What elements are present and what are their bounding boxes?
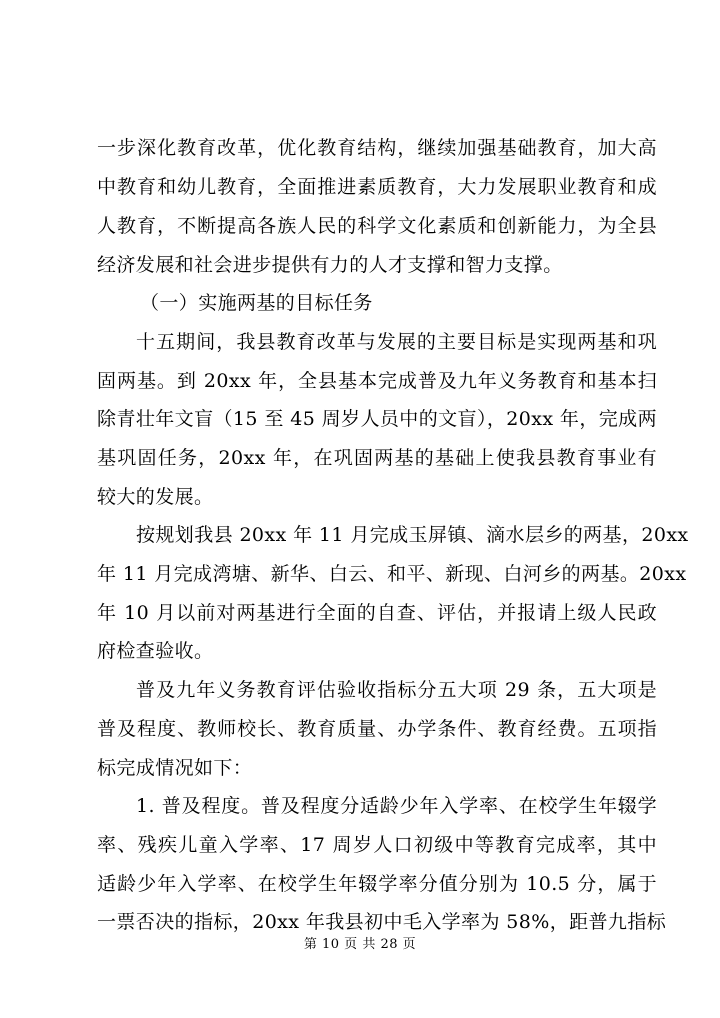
- paragraph-line: 较大的发展。: [97, 486, 214, 508]
- paragraph-line: 中教育和幼儿教育，全面推进素质教育，大力发展职业教育和成: [97, 176, 657, 198]
- paragraph-line: 十五期间，我县教育改革与发展的主要目标是实现两基和巩: [136, 331, 657, 353]
- paragraph-line: 人教育，不断提高各族人民的科学文化素质和创新能力，为全县: [97, 215, 657, 237]
- page-number-footer: 第 10 页 共 28 页: [303, 937, 417, 952]
- paragraph-line: 适龄少年入学率、在校学生年辍学率分值分别为 10.5 分，属于: [97, 873, 657, 895]
- paragraph-line: 标完成情况如下：: [97, 757, 253, 779]
- paragraph-line: 率、残疾儿童入学率、17 周岁人口初级中等教育完成率，其中: [97, 834, 657, 856]
- paragraph-line: 普及程度、教师校长、教育质量、办学条件、教育经费。五项指: [97, 718, 657, 740]
- paragraph-line: 1. 普及程度。普及程度分适龄少年入学率、在校学生年辍学: [136, 795, 657, 817]
- paragraph-line: 年 11 月完成湾塘、新华、白云、和平、新现、白河乡的两基。20xx: [97, 563, 687, 585]
- section-heading: （一）实施两基的目标任务: [140, 292, 373, 314]
- paragraph-line: 普及九年义务教育评估验收指标分五大项 29 条，五大项是: [136, 679, 657, 701]
- paragraph-line: 经济发展和社会进步提供有力的人才支撑和智力支撑。: [97, 254, 563, 276]
- paragraph-line: 年 10 月以前对两基进行全面的自查、评估，并报请上级人民政: [97, 602, 657, 624]
- paragraph-line: 府检查验收。: [97, 640, 214, 662]
- paragraph-line: 基巩固任务，20xx 年，在巩固两基的基础上使我县教育事业有: [97, 447, 657, 469]
- paragraph-line: 固两基。到 20xx 年，全县基本完成普及九年义务教育和基本扫: [97, 370, 657, 392]
- paragraph-line: 除青壮年文盲（15 至 45 周岁人员中的文盲），20xx 年，完成两: [97, 408, 657, 430]
- paragraph-line: 一步深化教育改革，优化教育结构，继续加强基础教育，加大高: [97, 137, 657, 159]
- paragraph-line: 一票否决的指标，20xx 年我县初中毛入学率为 58%，距普九指标: [97, 911, 667, 933]
- paragraph-line: 按规划我县 20xx 年 11 月完成玉屏镇、滴水层乡的两基，20xx: [136, 524, 689, 546]
